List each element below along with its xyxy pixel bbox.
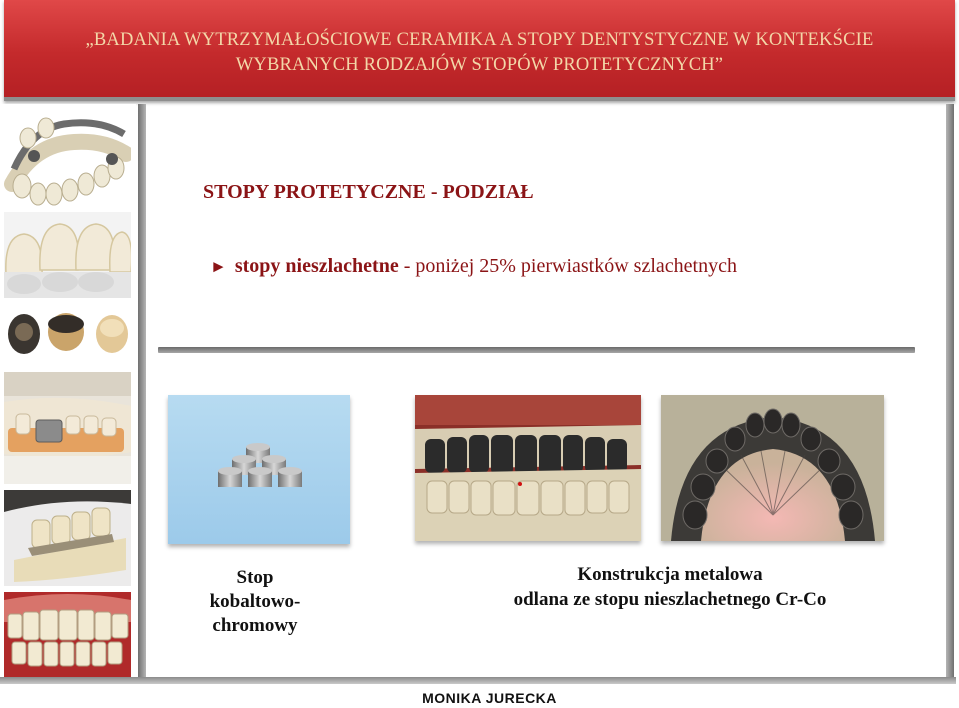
bridge-photo — [4, 114, 131, 210]
framework-occlusal-photo — [661, 395, 884, 541]
caption-line: Konstrukcja metalowa — [577, 564, 763, 585]
dental-model-photo — [4, 372, 131, 484]
section-divider — [158, 347, 915, 353]
caption-line: chromowy — [212, 615, 298, 636]
banner-title-line-2: WYBRANYCH RODZAJÓW STOPÓW PROTETYCZNYCH” — [235, 55, 724, 75]
frame-bottom-border — [0, 677, 956, 684]
section-title: STOPY PROTETYCZNE - PODZIAŁ — [203, 181, 534, 203]
metal-crowns-photo — [4, 302, 131, 362]
metal-framework-caption — [470, 562, 870, 612]
frame-right-border — [946, 104, 954, 682]
bullet-description: - poniżej 25% pierwiastków szlachetnych — [398, 255, 737, 277]
footer — [0, 690, 959, 706]
title-banner — [4, 0, 955, 101]
bullet-arrow-icon: ► — [210, 257, 227, 276]
teeth-photo — [4, 592, 131, 678]
ceramic-crowns-photo — [4, 212, 131, 298]
frame-left-border — [138, 104, 146, 682]
caption-line: odlana ze stopu nieszlachetnego Cr-Co — [513, 589, 827, 610]
bridge-model-photo — [4, 490, 131, 586]
banner-title-line-1: „BADANIA WYTRZYMAŁOŚCIOWE CERAMIKA A STOPY DENTYSTYCZNE W KONTEKŚCIE — [85, 30, 874, 50]
dental-photo-strip — [0, 104, 136, 680]
author-name: MONIKA JURECKA — [422, 690, 557, 706]
caption-line: Stop — [236, 567, 274, 588]
bullet-term: stopy nieszlachetne — [234, 255, 399, 277]
framework-front-photo — [415, 395, 641, 541]
cobalt-alloy-caption — [190, 566, 320, 638]
alloy-pellets-photo — [168, 395, 350, 544]
caption-line: kobaltowo- — [209, 591, 301, 612]
bullet-item — [210, 255, 737, 278]
